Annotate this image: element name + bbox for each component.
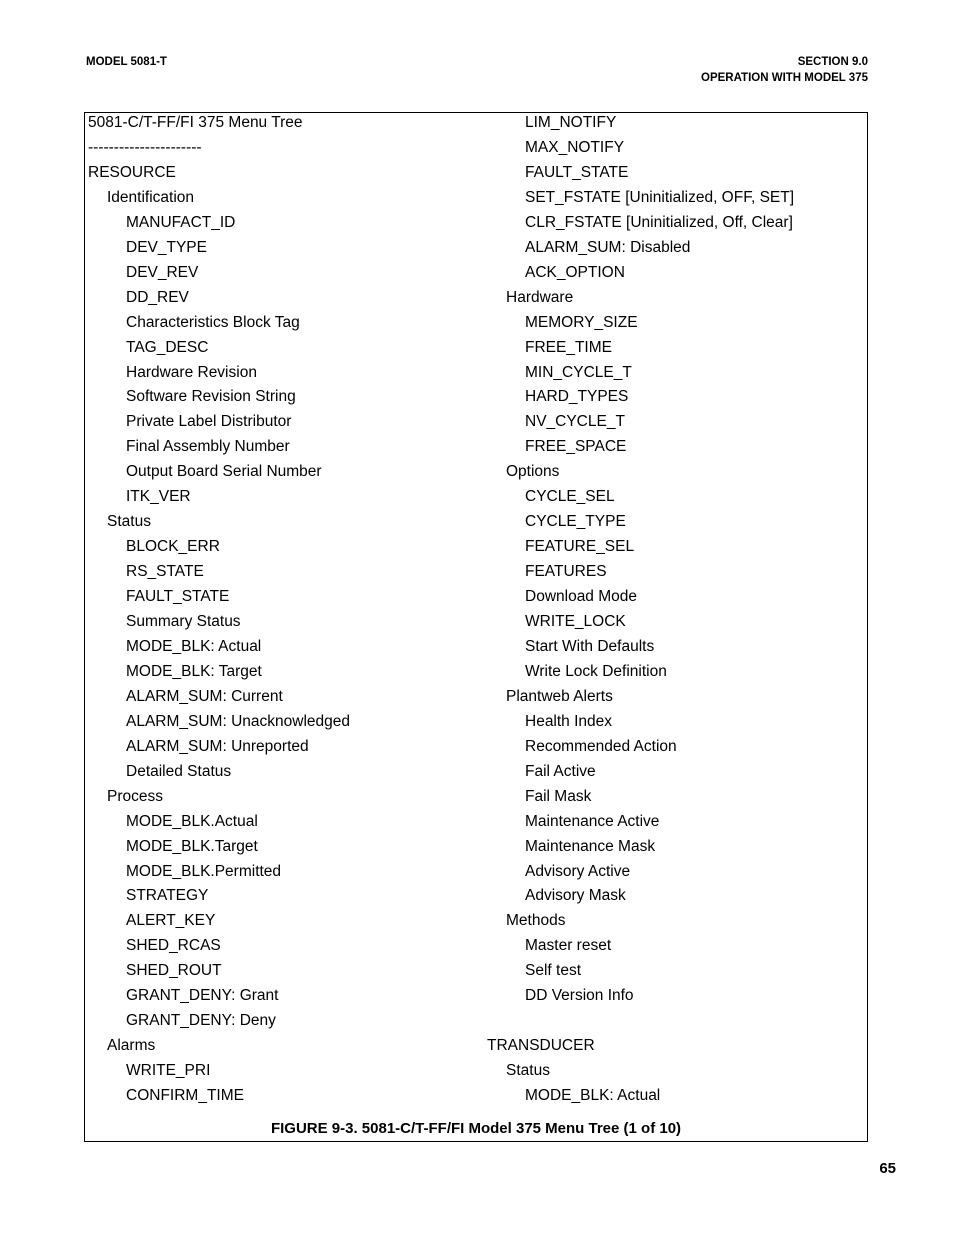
header-model: MODEL 5081-T [86, 56, 167, 68]
menu-tree-left-item: WRITE_PRI [126, 1062, 211, 1080]
menu-tree-left-item: Process [107, 787, 163, 805]
menu-tree-right-item: Recommended Action [525, 737, 677, 755]
menu-tree-left-item: Alarms [107, 1037, 156, 1055]
menu-tree-right-item: FREE_TIME [525, 338, 612, 356]
menu-tree-left-item: SHED_RCAS [126, 937, 221, 955]
menu-tree-right-item: CYCLE_SEL [525, 488, 615, 506]
menu-tree-left-item: RESOURCE [88, 163, 176, 181]
menu-tree-left-item: CONFIRM_TIME [126, 1087, 244, 1105]
menu-tree-left-item: DD_REV [126, 288, 189, 306]
menu-tree-right-item: Hardware [506, 288, 574, 306]
menu-tree-right-item: HARD_TYPES [525, 388, 629, 406]
menu-tree-left-item: Summary Status [126, 613, 241, 630]
menu-tree-left-item: Identification [107, 188, 195, 206]
menu-tree-left-item: MODE_BLK: Target [126, 662, 262, 680]
menu-tree-left-item: Status [107, 513, 151, 531]
menu-tree-left-item: Hardware Revision [126, 363, 257, 381]
menu-tree-left-item: SHED_ROUT [126, 962, 222, 980]
menu-tree-left-item: MANUFACT_ID [126, 213, 236, 231]
menu-tree-right-item: Methods [506, 912, 566, 930]
menu-tree-left-item: Detailed Status [126, 762, 232, 780]
menu-tree-left-item: Final Assembly Number [126, 438, 290, 456]
menu-tree-right-item: NV_CYCLE_T [525, 413, 625, 431]
menu-tree-right-item: Maintenance Mask [525, 837, 656, 855]
menu-tree-left-item: ALARM_SUM: Current [126, 687, 283, 705]
menu-tree-left-item: GRANT_DENY: Grant [126, 987, 279, 1005]
menu-tree-right-item: DD Version Info [525, 987, 634, 1005]
menu-tree-figure [84, 112, 868, 1142]
menu-tree-right-item: Health Index [525, 712, 613, 730]
menu-tree-right-item: FEATURES [525, 563, 607, 581]
menu-tree-right-item: WRITE_LOCK [525, 613, 626, 630]
menu-tree-right-item: MODE_BLK: Actual [525, 1087, 661, 1105]
menu-tree-right-item: FEATURE_SEL [525, 538, 635, 556]
menu-tree-left-item: DEV_TYPE [126, 238, 207, 256]
menu-tree-right-item: Master reset [525, 937, 612, 955]
menu-tree-right-item: MEMORY_SIZE [525, 313, 638, 331]
menu-tree-right-item: Start With Defaults [525, 637, 655, 655]
menu-tree-left-item: ---------------------- [88, 138, 202, 156]
menu-tree-left-item: Characteristics Block Tag [126, 313, 300, 331]
header-section-number: SECTION 9.0 [797, 56, 868, 68]
menu-tree-right-item: ACK_OPTION [525, 263, 625, 281]
menu-tree-left-item: MODE_BLK.Actual [126, 812, 258, 830]
menu-tree-right-item: MAX_NOTIFY [525, 138, 625, 156]
menu-tree-left-item: ALERT_KEY [126, 912, 216, 930]
menu-tree-right-item: Maintenance Active [525, 812, 660, 830]
menu-tree-right-item: Fail Mask [525, 787, 592, 805]
menu-tree-right-item: Advisory Active [525, 862, 631, 880]
menu-tree-right-item: Status [506, 1062, 550, 1080]
figure-caption: FIGURE 9-3. 5081-C/T-FF/FI Model 375 Menu Tree (1 of 10) [270, 1120, 682, 1137]
menu-tree-right-item: Self test [525, 962, 581, 980]
menu-tree-left-item: FAULT_STATE [126, 588, 230, 606]
menu-tree-right-item: Write Lock Definition [525, 662, 667, 680]
menu-tree-left-item: BLOCK_ERR [126, 538, 220, 556]
menu-tree-left-item: RS_STATE [126, 563, 204, 581]
menu-tree-right-item: Advisory Mask [525, 887, 626, 905]
menu-tree-left-item: MODE_BLK: Actual [126, 637, 262, 655]
menu-tree-right-item: ALARM_SUM: Disabled [525, 238, 691, 256]
menu-tree-left-item: STRATEGY [126, 887, 209, 905]
menu-tree-right-item: FAULT_STATE [525, 163, 629, 181]
menu-tree-left-item: ALARM_SUM: Unacknowledged [126, 712, 350, 730]
menu-tree-right-item: Options [506, 463, 560, 481]
menu-tree-right-item: CLR_FSTATE [Uninitialized, Off, Clear] [525, 213, 793, 231]
header-section [701, 54, 868, 86]
menu-tree-left-item: ITK_VER [126, 488, 191, 506]
menu-tree-left-item: MODE_BLK.Permitted [126, 862, 282, 880]
menu-tree-right-item: SET_FSTATE [Uninitialized, OFF, SET] [525, 188, 795, 206]
menu-tree-right-item: LIM_NOTIFY [525, 114, 617, 131]
menu-tree-left-item: MODE_BLK.Target [126, 837, 258, 855]
menu-tree-right-item: Fail Active [525, 762, 596, 780]
menu-tree-right-item: Download Mode [525, 588, 638, 606]
menu-tree-left-item: ALARM_SUM: Unreported [126, 737, 309, 755]
menu-tree-left-item: 5081-C/T-FF/FI 375 Menu Tree [88, 114, 303, 131]
menu-tree-left-item: DEV_REV [126, 263, 199, 281]
header-section-title: OPERATION WITH MODEL 375 [701, 72, 868, 84]
menu-tree-left-item: Software Revision String [126, 388, 296, 406]
menu-tree-right-item: TRANSDUCER [487, 1037, 595, 1055]
menu-tree-left-item: TAG_DESC [126, 338, 209, 356]
page-number: 65 [879, 1160, 896, 1177]
menu-tree-right-item: MIN_CYCLE_T [525, 363, 632, 381]
menu-tree-left-item: GRANT_DENY: Deny [126, 1012, 276, 1030]
menu-tree-right-item: Plantweb Alerts [506, 687, 613, 705]
menu-tree-right-item: CYCLE_TYPE [525, 513, 626, 531]
menu-tree-left-item: Private Label Distributor [126, 413, 292, 431]
menu-tree-right-item: FREE_SPACE [525, 438, 627, 456]
menu-tree-left-item: Output Board Serial Number [126, 463, 322, 481]
